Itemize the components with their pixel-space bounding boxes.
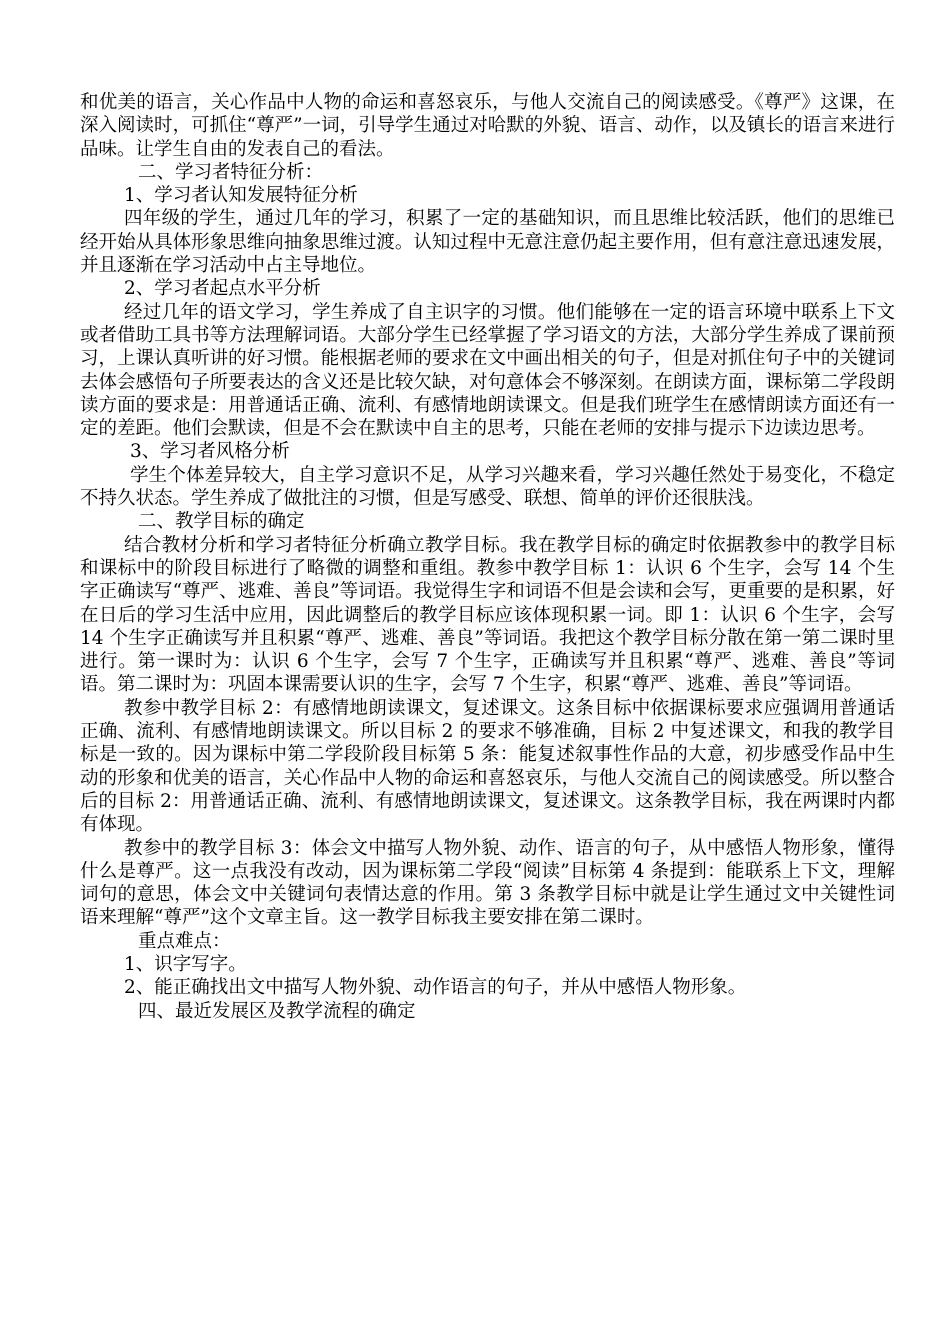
- paragraph-objective-1: 结合教材分析和学习者特征分析确立教学目标。我在教学目标的确定时依据教参中的教学目标和课标中的阶段目标进行了略微的调整和重组。教参中教学目标 1：认识 6 个生字，会写 14 个生字正确读写“尊严、逃难、善良”等词语。我觉得生字和词语不但是会读和会写，更重要的是积累，好在日后的学习生活中应用，因此调整后的教学目标应该体现积累一词。即 1：认识 6 个生字，会写 14 个生字正确读写并且积累“尊严、逃难、善良”等词语。我把这个教学目标分散在第一第二课时里进行。第一课时为：认识 6 个生字，会写 7 个生字，正确读写并且积累“尊严、逃难、善良”等词语。第二课时为：巩固本课需要认识的生字，会写 7 个生字，积累“尊严、逃难、善良”等词语。: [80, 534, 895, 696]
- heading-key-difficulties: 重点难点：: [138, 930, 231, 952]
- list-item-find-sentences: 2、能正确找出文中描写人物外貌、动作语言的句子，并从中感悟人物形象。: [124, 977, 747, 999]
- subheading-starting-level: 2、学习者起点水平分析: [124, 278, 321, 300]
- paragraph-cognitive-development: 四年级的学生，通过几年的学习，积累了一定的基础知识，而且思维比较活跃，他们的思维已经开始从具体形象思维向抽象思维过渡。认知过程中无意注意仍起主要作用，但有意注意迅速发展，并且逐渐在学习活动中占主导地位。: [80, 208, 895, 277]
- heading-learner-analysis: 二、学习者特征分析：: [138, 161, 324, 183]
- document-page: [80, 91, 895, 1023]
- heading-development-zone: 四、最近发展区及教学流程的确定: [138, 1000, 416, 1022]
- subheading-cognitive-development: 1、学习者认知发展特征分析: [124, 185, 358, 207]
- paragraph-objective-3: 教参中的教学目标 3：体会文中描写人物外貌、动作、语言的句子，从中感悟人物形象，懂得什么是尊严。这一点我没有改动，因为课标第二学段“阅读”目标第 4 条提到：能联系上下文，理解词句的意思，体会文中关键词句表情达意的作用。第 3 条教学目标中就是让学生通过文中关键性词语来理解“尊严”这个文章主旨。这一教学目标我主要安排在第二课时。: [80, 837, 895, 929]
- list-item-literacy: 1、识字写字。: [124, 953, 247, 975]
- subheading-learning-style: 3、学习者风格分析: [130, 441, 290, 463]
- paragraph-learning-style: 学生个体差异较大，自主学习意识不足，从学习兴趣来看，学习兴趣任然处于易变化，不稳定不持久状态。学生养成了做批注的习惯，但是写感受、联想、简单的评价还很肤浅。: [80, 464, 895, 510]
- heading-teaching-objectives: 二、教学目标的确定: [138, 511, 305, 533]
- paragraph-objective-2: 教参中教学目标 2：有感情地朗读课文，复述课文。这条目标中依据课标要求应强调用普通话正确、流利、有感情地朗读课文。所以目标 2 的要求不够准确，目标 2 中复述课文，和我的教学目标是一致的。因为课标中第二学段阶段目标第 5 条：能复述叙事性作品的大意，初步感受作品中生动的形象和优美的语言，关心作品中人物的命运和喜怒哀乐，与他人交流自己的阅读感受。所以整合后的目标 2：用普通话正确、流利、有感情地朗读课文，复述课文。这条教学目标，我在两课时内都有体现。: [80, 697, 895, 836]
- paragraph-starting-level: 经过几年的语文学习，学生养成了自主识字的习惯。他们能够在一定的语言环境中联系上下文或者借助工具书等方法理解词语。大部分学生已经掌握了学习语文的方法，大部分学生养成了课前预习，上课认真听讲的好习惯。能根据老师的要求在文中画出相关的句子，但是对抓住句子中的关键词去体会感悟句子所要表达的含义还是比较欠缺，对句意体会不够深刻。在朗读方面，课标第二学段朗读方面的要求是：用普通话正确、流利、有感情地朗读课文。但是我们班学生在感情朗读方面还有一定的差距。他们会默读，但是不会在默读中自主的思考，只能在老师的安排与提示下边读边思考。: [80, 301, 895, 440]
- paragraph-intro-continuation: 和优美的语言，关心作品中人物的命运和喜怒哀乐，与他人交流自己的阅读感受。《尊严》这课，在深入阅读时，可抓住“尊严”一词，引导学生通过对哈默的外貌、语言、动作，以及镇长的语言来进行品味。让学生自由的发表自己的看法。: [80, 92, 895, 160]
